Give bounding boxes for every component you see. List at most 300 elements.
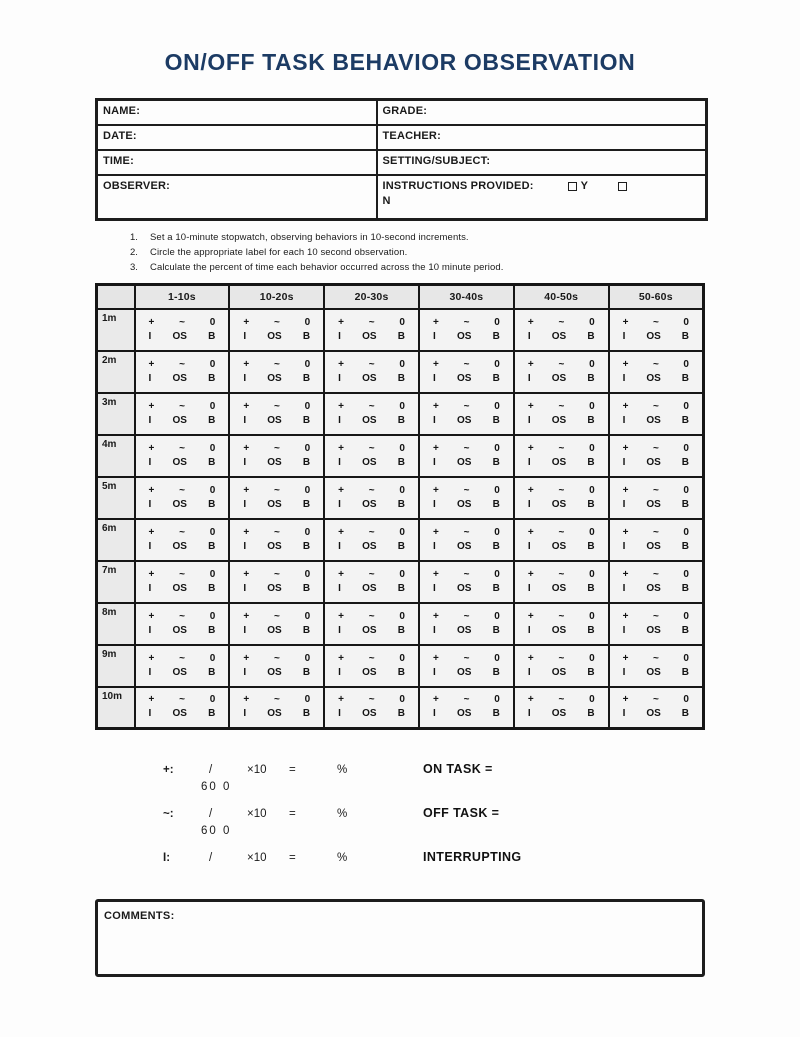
observation-cell[interactable] — [229, 561, 324, 603]
behavior-code-plus[interactable]: + — [243, 484, 250, 496]
behavior-code-plus[interactable]: + — [527, 526, 534, 538]
behavior-code-os[interactable]: OS — [646, 624, 661, 636]
behavior-code-i[interactable]: I — [148, 708, 152, 720]
observation-cell[interactable] — [609, 519, 704, 561]
observation-cell[interactable] — [229, 687, 324, 729]
behavior-code-os[interactable]: OS — [456, 708, 472, 720]
behavior-code-tilde[interactable]: ~ — [368, 526, 375, 538]
behavior-code-zero[interactable]: 0 — [399, 694, 405, 706]
behavior-code-zero[interactable]: 0 — [589, 526, 595, 538]
behavior-code-zero[interactable]: 0 — [399, 316, 405, 328]
behavior-code-plus[interactable]: + — [622, 610, 629, 622]
behavior-code-b[interactable]: B — [587, 624, 595, 636]
behavior-code-tilde[interactable]: ~ — [273, 442, 280, 454]
behavior-code-i[interactable]: I — [148, 582, 152, 594]
behavior-code-tilde[interactable]: ~ — [273, 526, 280, 538]
behavior-code-os[interactable]: OS — [646, 666, 661, 678]
behavior-code-tilde[interactable]: ~ — [558, 316, 565, 328]
behavior-code-plus[interactable]: + — [622, 526, 629, 538]
behavior-code-b[interactable]: B — [302, 414, 311, 426]
behavior-code-zero[interactable]: 0 — [589, 400, 595, 412]
behavior-code-b[interactable]: B — [397, 624, 405, 636]
behavior-code-zero[interactable]: 0 — [589, 694, 595, 706]
observation-cell[interactable] — [514, 645, 609, 687]
behavior-code-plus[interactable]: + — [338, 610, 344, 622]
behavior-code-tilde[interactable]: ~ — [558, 652, 565, 664]
behavior-code-i[interactable]: I — [527, 540, 531, 552]
behavior-code-plus[interactable]: + — [338, 694, 344, 706]
behavior-code-b[interactable]: B — [492, 708, 500, 720]
behavior-code-tilde[interactable]: ~ — [179, 526, 185, 538]
observation-cell[interactable] — [609, 687, 704, 729]
behavior-code-os[interactable]: OS — [456, 624, 472, 636]
behavior-code-b[interactable]: B — [681, 372, 689, 384]
behavior-code-b[interactable]: B — [302, 708, 311, 720]
behavior-code-i[interactable]: I — [338, 708, 341, 720]
behavior-code-i[interactable]: I — [338, 498, 341, 510]
behavior-code-os[interactable]: OS — [456, 414, 472, 426]
behavior-code-tilde[interactable]: ~ — [558, 442, 565, 454]
behavior-code-b[interactable]: B — [587, 414, 595, 426]
behavior-code-tilde[interactable]: ~ — [463, 652, 470, 664]
behavior-code-b[interactable]: B — [208, 330, 216, 342]
behavior-code-b[interactable]: B — [302, 456, 311, 468]
behavior-code-plus[interactable]: + — [527, 694, 534, 706]
behavior-code-i[interactable]: I — [622, 330, 626, 342]
behavior-code-i[interactable]: I — [338, 330, 341, 342]
behavior-code-tilde[interactable]: ~ — [463, 358, 470, 370]
behavior-code-tilde[interactable]: ~ — [273, 568, 280, 580]
behavior-code-os[interactable]: OS — [646, 330, 661, 342]
behavior-code-os[interactable]: OS — [362, 582, 377, 594]
behavior-code-b[interactable]: B — [397, 330, 405, 342]
observation-cell[interactable] — [514, 351, 609, 393]
behavior-code-zero[interactable]: 0 — [683, 526, 689, 538]
behavior-code-tilde[interactable]: ~ — [179, 442, 185, 454]
behavior-code-os[interactable]: OS — [456, 372, 472, 384]
behavior-code-plus[interactable]: + — [432, 442, 439, 454]
behavior-code-zero[interactable]: 0 — [683, 568, 689, 580]
behavior-code-i[interactable]: I — [338, 456, 341, 468]
behavior-code-plus[interactable]: + — [432, 316, 439, 328]
observation-cell[interactable] — [514, 603, 609, 645]
behavior-code-plus[interactable]: + — [338, 484, 344, 496]
behavior-code-plus[interactable]: + — [338, 526, 344, 538]
behavior-code-plus[interactable]: + — [432, 694, 439, 706]
behavior-code-b[interactable]: B — [681, 582, 689, 594]
behavior-code-zero[interactable]: 0 — [304, 652, 311, 664]
behavior-code-b[interactable]: B — [492, 414, 500, 426]
behavior-code-zero[interactable]: 0 — [209, 316, 216, 328]
behavior-code-i[interactable]: I — [243, 372, 247, 384]
behavior-code-plus[interactable]: + — [432, 358, 439, 370]
behavior-code-plus[interactable]: + — [432, 652, 439, 664]
behavior-code-zero[interactable]: 0 — [399, 484, 405, 496]
behavior-code-b[interactable]: B — [587, 372, 595, 384]
behavior-code-tilde[interactable]: ~ — [368, 694, 375, 706]
behavior-code-plus[interactable]: + — [527, 484, 534, 496]
behavior-code-b[interactable]: B — [208, 456, 216, 468]
behavior-code-i[interactable]: I — [527, 372, 531, 384]
behavior-code-i[interactable]: I — [243, 456, 247, 468]
observation-cell[interactable] — [229, 603, 324, 645]
behavior-code-plus[interactable]: + — [622, 358, 629, 370]
behavior-code-os[interactable]: OS — [267, 414, 282, 426]
behavior-code-zero[interactable]: 0 — [304, 568, 311, 580]
behavior-code-os[interactable]: OS — [362, 666, 377, 678]
behavior-code-plus[interactable]: + — [243, 694, 250, 706]
behavior-code-tilde[interactable]: ~ — [179, 400, 185, 412]
behavior-code-zero[interactable]: 0 — [683, 316, 689, 328]
behavior-code-i[interactable]: I — [622, 708, 626, 720]
behavior-code-i[interactable]: I — [622, 456, 626, 468]
behavior-code-zero[interactable]: 0 — [399, 610, 405, 622]
behavior-code-i[interactable]: I — [243, 330, 247, 342]
behavior-code-b[interactable]: B — [397, 708, 405, 720]
observation-cell[interactable] — [514, 561, 609, 603]
observation-cell[interactable] — [514, 519, 609, 561]
observation-cell[interactable] — [419, 687, 514, 729]
behavior-code-zero[interactable]: 0 — [304, 358, 311, 370]
behavior-code-b[interactable]: B — [208, 582, 216, 594]
behavior-code-i[interactable]: I — [622, 372, 626, 384]
behavior-code-tilde[interactable]: ~ — [558, 610, 565, 622]
behavior-code-os[interactable]: OS — [267, 624, 282, 636]
behavior-code-b[interactable]: B — [492, 456, 500, 468]
behavior-code-os[interactable]: OS — [362, 498, 377, 510]
behavior-code-i[interactable]: I — [527, 624, 531, 636]
behavior-code-os[interactable]: OS — [551, 330, 567, 342]
behavior-code-zero[interactable]: 0 — [683, 652, 689, 664]
behavior-code-tilde[interactable]: ~ — [558, 358, 565, 370]
behavior-code-zero[interactable]: 0 — [304, 442, 311, 454]
behavior-code-i[interactable]: I — [338, 666, 341, 678]
observation-cell[interactable] — [419, 561, 514, 603]
behavior-code-plus[interactable]: + — [148, 568, 155, 580]
observation-cell[interactable] — [324, 687, 419, 729]
behavior-code-b[interactable]: B — [587, 582, 595, 594]
behavior-code-tilde[interactable]: ~ — [653, 568, 659, 580]
observation-cell[interactable] — [135, 519, 230, 561]
behavior-code-zero[interactable]: 0 — [399, 526, 405, 538]
behavior-code-tilde[interactable]: ~ — [273, 610, 280, 622]
behavior-code-os[interactable]: OS — [362, 540, 377, 552]
behavior-code-zero[interactable]: 0 — [399, 652, 405, 664]
observation-cell[interactable] — [609, 435, 704, 477]
observation-cell[interactable] — [609, 477, 704, 519]
observation-cell[interactable] — [324, 477, 419, 519]
behavior-code-b[interactable]: B — [302, 330, 311, 342]
behavior-code-os[interactable]: OS — [362, 456, 377, 468]
behavior-code-zero[interactable]: 0 — [399, 400, 405, 412]
behavior-code-zero[interactable]: 0 — [209, 610, 216, 622]
behavior-code-tilde[interactable]: ~ — [653, 526, 659, 538]
observation-cell[interactable] — [135, 687, 230, 729]
observation-cell[interactable] — [229, 435, 324, 477]
behavior-code-plus[interactable]: + — [338, 316, 344, 328]
behavior-code-os[interactable]: OS — [646, 708, 661, 720]
behavior-code-i[interactable]: I — [432, 540, 436, 552]
behavior-code-plus[interactable]: + — [148, 610, 155, 622]
behavior-code-zero[interactable]: 0 — [494, 358, 500, 370]
behavior-code-plus[interactable]: + — [148, 358, 155, 370]
behavior-code-tilde[interactable]: ~ — [273, 316, 280, 328]
behavior-code-i[interactable]: I — [148, 456, 152, 468]
behavior-code-b[interactable]: B — [302, 582, 311, 594]
behavior-code-os[interactable]: OS — [551, 456, 567, 468]
behavior-code-zero[interactable]: 0 — [494, 694, 500, 706]
behavior-code-plus[interactable]: + — [243, 316, 250, 328]
behavior-code-zero[interactable]: 0 — [494, 316, 500, 328]
behavior-code-os[interactable]: OS — [172, 414, 187, 426]
behavior-code-os[interactable]: OS — [362, 414, 377, 426]
behavior-code-b[interactable]: B — [492, 582, 500, 594]
behavior-code-i[interactable]: I — [148, 498, 152, 510]
behavior-code-os[interactable]: OS — [172, 582, 187, 594]
name-field-cell[interactable] — [97, 100, 377, 125]
behavior-code-os[interactable]: OS — [646, 498, 661, 510]
behavior-code-b[interactable]: B — [208, 414, 216, 426]
behavior-code-plus[interactable]: + — [243, 568, 250, 580]
behavior-code-zero[interactable]: 0 — [494, 442, 500, 454]
behavior-code-i[interactable]: I — [527, 414, 531, 426]
behavior-code-b[interactable]: B — [397, 372, 405, 384]
observation-cell[interactable] — [135, 645, 230, 687]
behavior-code-plus[interactable]: + — [622, 652, 629, 664]
behavior-code-os[interactable]: OS — [267, 330, 282, 342]
behavior-code-i[interactable]: I — [527, 582, 531, 594]
observation-cell[interactable] — [229, 645, 324, 687]
behavior-code-plus[interactable]: + — [338, 358, 344, 370]
behavior-code-b[interactable]: B — [208, 708, 216, 720]
behavior-code-plus[interactable]: + — [432, 526, 439, 538]
observation-cell[interactable] — [135, 477, 230, 519]
behavior-code-zero[interactable]: 0 — [589, 442, 595, 454]
behavior-code-zero[interactable]: 0 — [494, 526, 500, 538]
observation-cell[interactable] — [324, 645, 419, 687]
observation-cell[interactable] — [419, 393, 514, 435]
behavior-code-zero[interactable]: 0 — [304, 526, 311, 538]
observation-cell[interactable] — [324, 435, 419, 477]
observation-cell[interactable] — [135, 309, 230, 351]
behavior-code-plus[interactable]: + — [527, 568, 534, 580]
behavior-code-os[interactable]: OS — [646, 540, 661, 552]
behavior-code-b[interactable]: B — [587, 498, 595, 510]
behavior-code-zero[interactable]: 0 — [399, 568, 405, 580]
behavior-code-b[interactable]: B — [681, 708, 689, 720]
observation-cell[interactable] — [324, 393, 419, 435]
behavior-code-plus[interactable]: + — [338, 442, 344, 454]
behavior-code-tilde[interactable]: ~ — [368, 358, 375, 370]
behavior-code-tilde[interactable]: ~ — [368, 442, 375, 454]
behavior-code-tilde[interactable]: ~ — [179, 610, 185, 622]
behavior-code-os[interactable]: OS — [362, 330, 377, 342]
behavior-code-i[interactable]: I — [243, 540, 247, 552]
behavior-code-plus[interactable]: + — [432, 400, 439, 412]
behavior-code-tilde[interactable]: ~ — [558, 400, 565, 412]
behavior-code-zero[interactable]: 0 — [209, 694, 216, 706]
observation-cell[interactable] — [135, 435, 230, 477]
behavior-code-b[interactable]: B — [587, 708, 595, 720]
behavior-code-tilde[interactable]: ~ — [463, 694, 470, 706]
behavior-code-tilde[interactable]: ~ — [558, 568, 565, 580]
behavior-code-zero[interactable]: 0 — [399, 358, 405, 370]
behavior-code-zero[interactable]: 0 — [209, 358, 216, 370]
behavior-code-plus[interactable]: + — [243, 400, 250, 412]
behavior-code-b[interactable]: B — [302, 540, 311, 552]
behavior-code-plus[interactable]: + — [622, 694, 629, 706]
behavior-code-plus[interactable]: + — [527, 610, 534, 622]
behavior-code-b[interactable]: B — [587, 456, 595, 468]
behavior-code-b[interactable]: B — [397, 666, 405, 678]
behavior-code-i[interactable]: I — [527, 456, 531, 468]
behavior-code-os[interactable]: OS — [172, 624, 187, 636]
behavior-code-tilde[interactable]: ~ — [179, 484, 185, 496]
behavior-code-os[interactable]: OS — [551, 582, 567, 594]
behavior-code-b[interactable]: B — [587, 540, 595, 552]
observation-cell[interactable] — [229, 393, 324, 435]
observation-cell[interactable] — [135, 561, 230, 603]
behavior-code-zero[interactable]: 0 — [589, 484, 595, 496]
behavior-code-b[interactable]: B — [397, 540, 405, 552]
observation-cell[interactable] — [229, 309, 324, 351]
behavior-code-zero[interactable]: 0 — [683, 610, 689, 622]
behavior-code-b[interactable]: B — [681, 498, 689, 510]
observation-cell[interactable] — [419, 435, 514, 477]
observation-cell[interactable] — [229, 351, 324, 393]
behavior-code-tilde[interactable]: ~ — [368, 400, 375, 412]
behavior-code-b[interactable]: B — [302, 498, 311, 510]
behavior-code-i[interactable]: I — [622, 414, 626, 426]
behavior-code-b[interactable]: B — [492, 624, 500, 636]
behavior-code-os[interactable]: OS — [172, 666, 187, 678]
behavior-code-i[interactable]: I — [338, 624, 341, 636]
observation-cell[interactable] — [514, 477, 609, 519]
behavior-code-i[interactable]: I — [432, 708, 436, 720]
behavior-code-b[interactable]: B — [208, 540, 216, 552]
behavior-code-zero[interactable]: 0 — [589, 610, 595, 622]
teacher-field-cell[interactable] — [377, 125, 707, 150]
behavior-code-b[interactable]: B — [492, 540, 500, 552]
behavior-code-plus[interactable]: + — [243, 526, 250, 538]
behavior-code-tilde[interactable]: ~ — [463, 316, 470, 328]
behavior-code-os[interactable]: OS — [551, 540, 567, 552]
behavior-code-b[interactable]: B — [492, 498, 500, 510]
behavior-code-tilde[interactable]: ~ — [368, 316, 375, 328]
behavior-code-os[interactable]: OS — [456, 540, 472, 552]
behavior-code-tilde[interactable]: ~ — [653, 442, 659, 454]
behavior-code-b[interactable]: B — [208, 624, 216, 636]
behavior-code-tilde[interactable]: ~ — [653, 484, 659, 496]
behavior-code-plus[interactable]: + — [243, 652, 250, 664]
behavior-code-plus[interactable]: + — [622, 400, 629, 412]
behavior-code-tilde[interactable]: ~ — [273, 400, 280, 412]
behavior-code-b[interactable]: B — [587, 330, 595, 342]
behavior-code-b[interactable]: B — [208, 498, 216, 510]
behavior-code-b[interactable]: B — [681, 666, 689, 678]
behavior-code-plus[interactable]: + — [622, 442, 629, 454]
behavior-code-plus[interactable]: + — [527, 400, 534, 412]
behavior-code-os[interactable]: OS — [362, 372, 377, 384]
behavior-code-plus[interactable]: + — [432, 484, 439, 496]
behavior-code-plus[interactable]: + — [148, 400, 155, 412]
behavior-code-i[interactable]: I — [243, 498, 247, 510]
behavior-code-os[interactable]: OS — [551, 372, 567, 384]
behavior-code-i[interactable]: I — [338, 372, 341, 384]
behavior-code-plus[interactable]: + — [148, 526, 155, 538]
behavior-code-b[interactable]: B — [681, 414, 689, 426]
behavior-code-b[interactable]: B — [681, 456, 689, 468]
behavior-code-i[interactable]: I — [432, 330, 436, 342]
behavior-code-tilde[interactable]: ~ — [368, 610, 375, 622]
behavior-code-zero[interactable]: 0 — [209, 442, 216, 454]
behavior-code-zero[interactable]: 0 — [589, 316, 595, 328]
behavior-code-b[interactable]: B — [681, 540, 689, 552]
behavior-code-i[interactable]: I — [432, 414, 436, 426]
behavior-code-i[interactable]: I — [622, 582, 626, 594]
behavior-code-plus[interactable]: + — [527, 358, 534, 370]
observation-cell[interactable] — [514, 435, 609, 477]
behavior-code-tilde[interactable]: ~ — [653, 400, 659, 412]
behavior-code-tilde[interactable]: ~ — [273, 484, 280, 496]
behavior-code-b[interactable]: B — [492, 666, 500, 678]
behavior-code-os[interactable]: OS — [267, 582, 282, 594]
behavior-code-tilde[interactable]: ~ — [463, 442, 470, 454]
behavior-code-b[interactable]: B — [397, 414, 405, 426]
behavior-code-b[interactable]: B — [587, 666, 595, 678]
behavior-code-i[interactable]: I — [243, 624, 247, 636]
observation-cell[interactable] — [514, 309, 609, 351]
behavior-code-zero[interactable]: 0 — [494, 610, 500, 622]
observation-cell[interactable] — [419, 351, 514, 393]
behavior-code-plus[interactable]: + — [148, 484, 155, 496]
behavior-code-os[interactable]: OS — [267, 456, 282, 468]
behavior-code-tilde[interactable]: ~ — [653, 358, 659, 370]
behavior-code-tilde[interactable]: ~ — [463, 484, 470, 496]
checkbox-no-icon[interactable] — [618, 182, 627, 191]
observer-field-cell[interactable] — [97, 175, 377, 220]
behavior-code-b[interactable]: B — [681, 624, 689, 636]
behavior-code-i[interactable]: I — [527, 666, 531, 678]
observation-cell[interactable] — [609, 351, 704, 393]
behavior-code-plus[interactable]: + — [527, 316, 534, 328]
observation-cell[interactable] — [324, 603, 419, 645]
behavior-code-tilde[interactable]: ~ — [463, 610, 470, 622]
behavior-code-tilde[interactable]: ~ — [179, 652, 185, 664]
behavior-code-i[interactable]: I — [243, 708, 247, 720]
behavior-code-zero[interactable]: 0 — [304, 694, 311, 706]
behavior-code-b[interactable]: B — [397, 456, 405, 468]
observation-cell[interactable] — [229, 477, 324, 519]
behavior-code-os[interactable]: OS — [551, 624, 567, 636]
behavior-code-os[interactable]: OS — [456, 330, 472, 342]
observation-cell[interactable] — [609, 603, 704, 645]
behavior-code-zero[interactable]: 0 — [589, 568, 595, 580]
behavior-code-tilde[interactable]: ~ — [179, 568, 185, 580]
behavior-code-i[interactable]: I — [432, 582, 436, 594]
behavior-code-os[interactable]: OS — [267, 372, 282, 384]
checkbox-yes-icon[interactable] — [568, 182, 577, 191]
behavior-code-i[interactable]: I — [148, 666, 152, 678]
behavior-code-os[interactable]: OS — [456, 666, 472, 678]
behavior-code-plus[interactable]: + — [622, 316, 629, 328]
behavior-code-i[interactable]: I — [622, 666, 626, 678]
behavior-code-os[interactable]: OS — [551, 666, 567, 678]
behavior-code-os[interactable]: OS — [456, 498, 472, 510]
observation-cell[interactable] — [135, 393, 230, 435]
behavior-code-os[interactable]: OS — [646, 582, 661, 594]
setting-subject-field-cell[interactable] — [377, 150, 707, 175]
